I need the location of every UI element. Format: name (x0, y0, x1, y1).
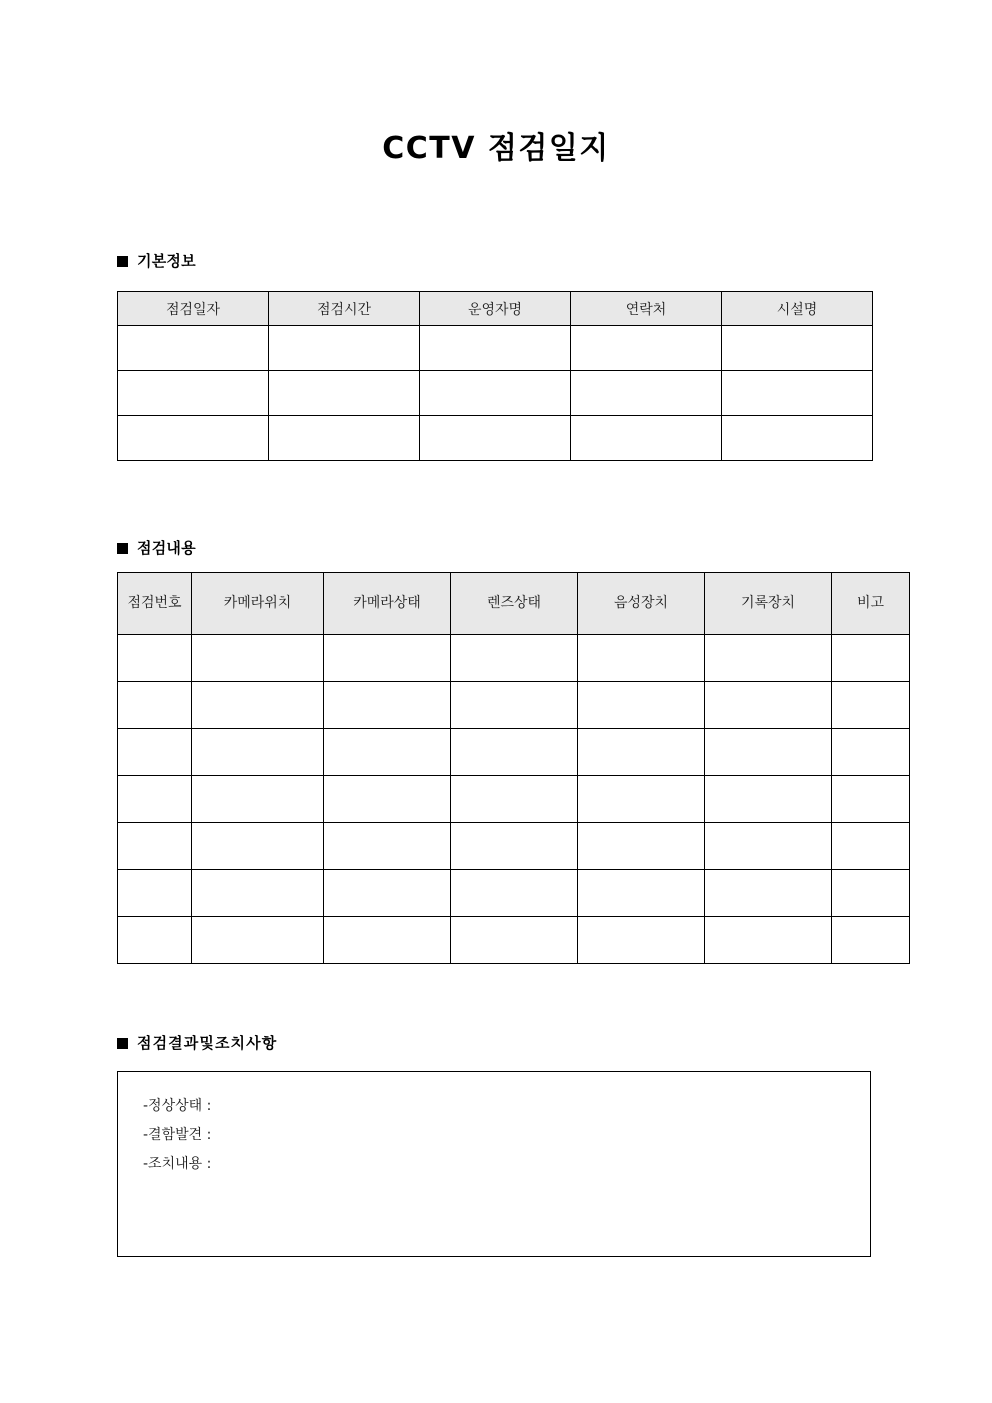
table-header-row (118, 292, 873, 326)
result-line-defect-found: -결함발견 : (143, 1127, 212, 1143)
column-header-inspection-time: 점검시간 (269, 292, 420, 326)
cell-recording-device[interactable] (705, 776, 832, 823)
cell-facility-name[interactable] (722, 416, 873, 461)
cell-contact[interactable] (571, 416, 722, 461)
cell-remarks[interactable] (832, 917, 910, 964)
cell-recording-device[interactable] (705, 870, 832, 917)
cell-operator-name[interactable] (420, 326, 571, 371)
cell-lens-status[interactable] (451, 870, 578, 917)
cell-lens-status[interactable] (451, 682, 578, 729)
column-header-audio-device: 음성장치 (578, 573, 705, 635)
cell-lens-status[interactable] (451, 917, 578, 964)
column-header-lens-status: 렌즈상태 (451, 573, 578, 635)
cell-audio-device[interactable] (578, 729, 705, 776)
table-row (118, 870, 910, 917)
cell-camera-status[interactable] (324, 776, 451, 823)
cell-camera-location[interactable] (192, 635, 324, 682)
cell-inspection-time[interactable] (269, 326, 420, 371)
cell-recording-device[interactable] (705, 635, 832, 682)
cell-inspection-number[interactable] (118, 635, 192, 682)
cell-remarks[interactable] (832, 870, 910, 917)
column-header-facility-name: 시설명 (722, 292, 873, 326)
cell-camera-status[interactable] (324, 729, 451, 776)
cell-contact[interactable] (571, 326, 722, 371)
cell-camera-location[interactable] (192, 823, 324, 870)
section-heading-inspection-content-label: 점검내용 (137, 539, 196, 557)
cell-remarks[interactable] (832, 823, 910, 870)
column-header-recording-device: 기록장치 (705, 573, 832, 635)
table-row (118, 729, 910, 776)
filled-square-icon (117, 256, 128, 267)
table-row (118, 416, 873, 461)
cell-audio-device[interactable] (578, 917, 705, 964)
result-line-normal-status: -정상상태 : (143, 1098, 212, 1114)
table-row (118, 682, 910, 729)
column-header-inspection-date: 점검일자 (118, 292, 269, 326)
cell-inspection-number[interactable] (118, 729, 192, 776)
column-header-remarks: 비고 (832, 573, 910, 635)
section-heading-inspection-content (117, 541, 196, 556)
column-header-operator-name: 운영자명 (420, 292, 571, 326)
cell-facility-name[interactable] (722, 326, 873, 371)
cell-camera-status[interactable] (324, 917, 451, 964)
page-title: CCTV 점검일지 (382, 131, 610, 166)
cell-contact[interactable] (571, 371, 722, 416)
cell-remarks[interactable] (832, 776, 910, 823)
result-lines-group (143, 1092, 211, 1179)
cell-remarks[interactable] (832, 635, 910, 682)
cell-audio-device[interactable] (578, 776, 705, 823)
table-row (118, 635, 910, 682)
section-heading-result-and-actions-label: 점검결과및조치사항 (137, 1034, 278, 1052)
cell-inspection-time[interactable] (269, 371, 420, 416)
cell-inspection-number[interactable] (118, 870, 192, 917)
cell-remarks[interactable] (832, 682, 910, 729)
cell-recording-device[interactable] (705, 729, 832, 776)
result-and-actions-box[interactable] (117, 1071, 871, 1257)
cell-camera-status[interactable] (324, 682, 451, 729)
cell-camera-location[interactable] (192, 776, 324, 823)
section-heading-basic-info (117, 254, 196, 269)
cell-camera-location[interactable] (192, 682, 324, 729)
cell-lens-status[interactable] (451, 776, 578, 823)
table-row (118, 823, 910, 870)
filled-square-icon (117, 543, 128, 554)
cell-inspection-number[interactable] (118, 917, 192, 964)
cell-facility-name[interactable] (722, 371, 873, 416)
table-header-row (118, 573, 910, 635)
cell-audio-device[interactable] (578, 635, 705, 682)
cell-lens-status[interactable] (451, 823, 578, 870)
result-line-action-taken: -조치내용 : (143, 1156, 212, 1172)
cell-operator-name[interactable] (420, 371, 571, 416)
cell-inspection-number[interactable] (118, 682, 192, 729)
cell-audio-device[interactable] (578, 823, 705, 870)
cell-recording-device[interactable] (705, 823, 832, 870)
column-header-camera-status: 카메라상태 (324, 573, 451, 635)
table-row (118, 776, 910, 823)
cell-camera-location[interactable] (192, 917, 324, 964)
inspection-detail-table (117, 572, 910, 964)
cell-inspection-date[interactable] (118, 416, 269, 461)
cell-remarks[interactable] (832, 729, 910, 776)
cell-camera-status[interactable] (324, 635, 451, 682)
section-heading-basic-info-label: 기본정보 (137, 252, 196, 270)
cell-camera-status[interactable] (324, 823, 451, 870)
cell-recording-device[interactable] (705, 682, 832, 729)
cell-inspection-time[interactable] (269, 416, 420, 461)
filled-square-icon (117, 1038, 128, 1049)
cell-camera-location[interactable] (192, 729, 324, 776)
cell-camera-location[interactable] (192, 870, 324, 917)
table-row (118, 371, 873, 416)
column-header-camera-location: 카메라위치 (192, 573, 324, 635)
cell-inspection-number[interactable] (118, 823, 192, 870)
basic-info-table (117, 291, 873, 461)
table-row (118, 917, 910, 964)
cell-operator-name[interactable] (420, 416, 571, 461)
section-heading-result-and-actions (117, 1036, 277, 1051)
cell-inspection-number[interactable] (118, 776, 192, 823)
cell-recording-device[interactable] (705, 917, 832, 964)
table-row (118, 326, 873, 371)
cell-lens-status[interactable] (451, 635, 578, 682)
column-header-inspection-number: 점검번호 (118, 573, 192, 635)
cell-lens-status[interactable] (451, 729, 578, 776)
column-header-contact: 연락처 (571, 292, 722, 326)
cell-audio-device[interactable] (578, 682, 705, 729)
cell-inspection-date[interactable] (118, 371, 269, 416)
cell-camera-status[interactable] (324, 870, 451, 917)
cell-inspection-date[interactable] (118, 326, 269, 371)
cell-audio-device[interactable] (578, 870, 705, 917)
